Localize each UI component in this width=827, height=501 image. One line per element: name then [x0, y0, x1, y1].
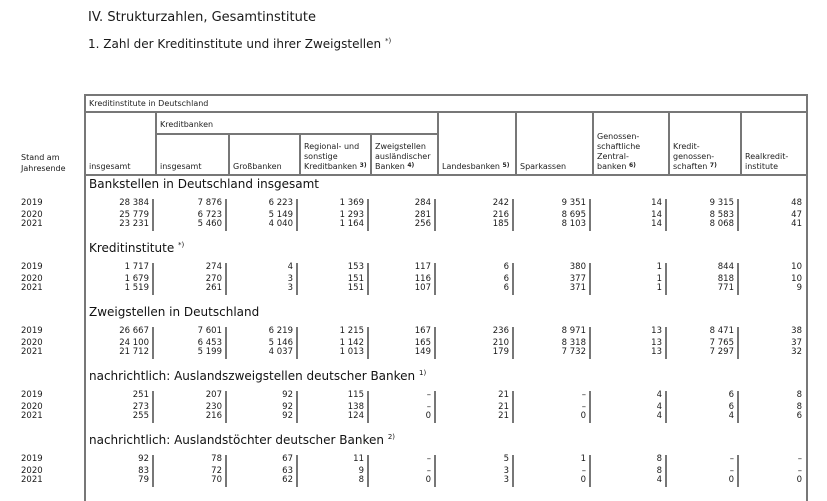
column-header-line: Realkredit- [745, 152, 789, 161]
table-cell: 3 [287, 283, 293, 293]
row-year: 2021 [21, 475, 43, 485]
group-header: Kreditinstitute in Deutschland [89, 99, 209, 108]
table-cell: 4 040 [268, 219, 293, 229]
table-cell: 167 [414, 326, 431, 336]
table-cell: 23 231 [119, 219, 149, 229]
column-separator [589, 263, 591, 295]
table-cell: 1 013 [339, 347, 364, 357]
table-cell: 0 [796, 475, 802, 485]
column-separator [665, 327, 667, 359]
header-col-divider [592, 111, 594, 174]
column-header [375, 142, 430, 172]
column-separator [512, 263, 514, 295]
column-separator [737, 263, 739, 295]
footnote-marker: 7) [709, 162, 717, 169]
table-title-text: 1. Zahl der Kreditinstitute und ihrer Zweigstellen [88, 37, 382, 51]
column-separator [367, 327, 369, 359]
header-col-divider [668, 111, 670, 174]
column-header-line: Kredit- [673, 142, 700, 151]
row-year: 2021 [21, 411, 43, 421]
table-cell: 92 [138, 454, 149, 464]
table-cell: 7 732 [561, 347, 586, 357]
table-cell: 242 [492, 198, 509, 208]
table-cell: 70 [211, 475, 222, 485]
table-cell: – [581, 402, 586, 412]
table-cell: 7 297 [709, 347, 734, 357]
table-cell: 6 219 [268, 326, 293, 336]
table-cell: 72 [211, 466, 222, 476]
table-cell: 8 695 [561, 210, 586, 220]
table-cell: 21 712 [119, 347, 149, 357]
table-cell: – [426, 390, 431, 400]
table-cell: 7 601 [197, 326, 222, 336]
column-separator [225, 327, 227, 359]
column-separator [665, 263, 667, 295]
column-separator [434, 327, 436, 359]
section-title [89, 177, 319, 191]
table-cell: 5 [503, 454, 509, 464]
table-cell: 371 [569, 283, 586, 293]
table-cell: 92 [282, 402, 293, 412]
table-cell: 0 [580, 475, 586, 485]
table-cell: – [426, 454, 431, 464]
section-title [89, 369, 426, 383]
section-title [89, 241, 184, 255]
table-cell: 3 [503, 475, 509, 485]
column-header [745, 152, 788, 172]
table-cell: 165 [414, 338, 431, 348]
table-cell: 13 [651, 338, 662, 348]
column-separator [152, 391, 154, 423]
column-header [520, 162, 566, 172]
column-header-line [442, 162, 509, 172]
table-cell: 0 [425, 475, 431, 485]
table-cell: 4 [287, 262, 293, 272]
header-col-divider [155, 111, 157, 174]
column-header [597, 132, 640, 172]
row-year: 2019 [21, 326, 43, 336]
table-cell: 6 [503, 283, 509, 293]
column-header-line [597, 162, 640, 172]
row-year: 2021 [21, 283, 43, 293]
column-header-line [375, 162, 430, 172]
footnote-marker: 3) [359, 162, 367, 169]
table-cell: 153 [347, 262, 364, 272]
table-cell: 151 [347, 274, 364, 284]
table-cell: 9 [358, 466, 364, 476]
table-cell: 6 [728, 390, 734, 400]
table-cell: 8 [358, 475, 364, 485]
table-cell: 377 [569, 274, 586, 284]
table-cell: 138 [347, 402, 364, 412]
table-cell: 92 [282, 390, 293, 400]
table-cell: 25 779 [119, 210, 149, 220]
row-year: 2020 [21, 210, 43, 220]
table-cell: 78 [211, 454, 222, 464]
table-cell: 6 723 [197, 210, 222, 220]
table-cell: 8 471 [709, 326, 734, 336]
footnote-marker: 2) [387, 433, 395, 441]
stub-header-line-2: Jahresende [21, 164, 66, 173]
stub-header-line-1: Stand am [21, 153, 60, 162]
column-separator [665, 391, 667, 423]
column-separator [512, 199, 514, 231]
table-cell: 151 [347, 283, 364, 293]
table-cell: 1 164 [339, 219, 364, 229]
table-cell: 21 [498, 390, 509, 400]
table-cell: 8 583 [709, 210, 734, 220]
table-title-note: *) [384, 37, 392, 45]
table-cell: 79 [138, 475, 149, 485]
row-year: 2019 [21, 198, 43, 208]
table-cell: 6 [503, 262, 509, 272]
table-cell: 28 384 [119, 198, 149, 208]
table-cell: – [426, 466, 431, 476]
table-cell: – [426, 402, 431, 412]
column-separator [589, 199, 591, 231]
table-cell: 251 [132, 390, 149, 400]
table-cell: 124 [347, 411, 364, 421]
column-header-line: Genossen- [597, 132, 640, 141]
column-header-line: institute [745, 162, 779, 171]
column-separator [434, 263, 436, 295]
table-cell: 216 [205, 411, 222, 421]
table-cell: 13 [651, 347, 662, 357]
column-header-line [304, 162, 367, 172]
table-cell: 1 679 [124, 274, 149, 284]
row-year: 2020 [21, 338, 43, 348]
column-header-line: insgesamt [89, 162, 131, 171]
table-cell: – [581, 466, 586, 476]
column-header-text: Kreditbanken [304, 162, 358, 171]
column-separator [152, 199, 154, 231]
table-cell: 10 [791, 262, 802, 272]
column-header [89, 162, 130, 172]
row-year: 2020 [21, 274, 43, 284]
row-year: 2019 [21, 262, 43, 272]
table-cell: 4 037 [268, 347, 293, 357]
table-cell: 8 [796, 402, 802, 412]
table-cell: 67 [282, 454, 293, 464]
table-cell: 230 [205, 402, 222, 412]
table-cell: 281 [414, 210, 431, 220]
column-separator [589, 455, 591, 487]
header-col-divider [228, 133, 230, 174]
column-header [304, 142, 367, 172]
table-cell: 24 100 [119, 338, 149, 348]
column-header-text: schaften [673, 162, 708, 171]
table-cell: 5 460 [197, 219, 222, 229]
table-cell: 818 [717, 274, 734, 284]
column-separator [152, 263, 154, 295]
table-cell: 6 [728, 402, 734, 412]
table-cell: 117 [414, 262, 431, 272]
table-cell: 1 519 [124, 283, 149, 293]
column-separator [589, 327, 591, 359]
column-separator [737, 199, 739, 231]
table-cell: 207 [205, 390, 222, 400]
header-col-divider [299, 133, 301, 174]
column-separator [665, 455, 667, 487]
column-header-text: banken [597, 162, 627, 171]
section-title-text: nachrichtlich: Auslandstöchter deutscher Banken [89, 433, 384, 447]
table-cell: 7 876 [197, 198, 222, 208]
table-cell: 8 318 [561, 338, 586, 348]
table-cell: 47 [791, 210, 802, 220]
table-cell: 6 223 [268, 198, 293, 208]
column-separator [296, 391, 298, 423]
table-cell: 1 142 [339, 338, 364, 348]
table-cell: 5 149 [268, 210, 293, 220]
section-title-text: Kreditinstitute [89, 241, 175, 255]
table-cell: 771 [717, 283, 734, 293]
table-cell: 10 [791, 274, 802, 284]
table-cell: 844 [717, 262, 734, 272]
table-cell: 1 [656, 274, 662, 284]
column-separator [434, 199, 436, 231]
column-separator [225, 199, 227, 231]
section-title-text: Zweigstellen in Deutschland [89, 305, 260, 319]
header-col-divider [740, 111, 742, 174]
column-header-line: sonstige [304, 152, 338, 161]
table-cell: 380 [569, 262, 586, 272]
column-header-line: Zentral- [597, 152, 629, 161]
footnote-marker: 5) [502, 162, 510, 169]
column-separator [296, 327, 298, 359]
column-separator [296, 455, 298, 487]
column-separator [152, 455, 154, 487]
column-separator [434, 391, 436, 423]
table-cell: 3 [503, 466, 509, 476]
table-cell: 13 [651, 326, 662, 336]
table-cell: 48 [791, 198, 802, 208]
footnote-marker: *) [178, 241, 185, 249]
table-cell: 255 [132, 411, 149, 421]
table-cell: 1 215 [339, 326, 364, 336]
row-year: 2020 [21, 466, 43, 476]
table-cell: 4 [656, 402, 662, 412]
table-title [88, 37, 391, 51]
table-cell: – [729, 454, 734, 464]
footnote-marker: 4) [407, 162, 415, 169]
table-cell: 37 [791, 338, 802, 348]
table-cell: 270 [205, 274, 222, 284]
column-header-line: insgesamt [160, 162, 202, 171]
row-year: 2021 [21, 219, 43, 229]
table-cell: 38 [791, 326, 802, 336]
subgroup-header: Kreditbanken [160, 120, 214, 129]
table-cell: 14 [651, 219, 662, 229]
table-cell: 4 [656, 411, 662, 421]
header-divider [155, 133, 437, 135]
table-cell: 0 [425, 411, 431, 421]
table-cell: 8 [796, 390, 802, 400]
table-cell: 63 [282, 466, 293, 476]
table-cell: 21 [498, 411, 509, 421]
column-header-line: Großbanken [233, 162, 282, 171]
header-divider [84, 111, 808, 113]
table-cell: 7 765 [709, 338, 734, 348]
table-cell: 0 [580, 411, 586, 421]
table-cell: 1 717 [124, 262, 149, 272]
table-cell: 273 [132, 402, 149, 412]
column-separator [665, 199, 667, 231]
column-separator [296, 263, 298, 295]
table-cell: 1 [656, 262, 662, 272]
header-col-divider [370, 133, 372, 174]
table-cell: 1 [580, 454, 586, 464]
column-separator [367, 455, 369, 487]
row-year: 2021 [21, 347, 43, 357]
table-cell: 6 [503, 274, 509, 284]
table-cell: – [797, 454, 802, 464]
table-cell: – [729, 466, 734, 476]
column-separator [512, 455, 514, 487]
table-cell: 5 199 [197, 347, 222, 357]
column-separator [737, 391, 739, 423]
table-cell: 6 453 [197, 338, 222, 348]
table-cell: 8 [656, 466, 662, 476]
table-cell: 32 [791, 347, 802, 357]
column-separator [296, 199, 298, 231]
table-cell: 8 971 [561, 326, 586, 336]
column-header [673, 142, 717, 172]
column-separator [434, 455, 436, 487]
table-cell: 115 [347, 390, 364, 400]
column-separator [512, 327, 514, 359]
column-separator [367, 263, 369, 295]
table-cell: 236 [492, 326, 509, 336]
section-title-text: Bankstellen in Deutschland insgesamt [89, 177, 320, 191]
table-cell: 8 068 [709, 219, 734, 229]
column-header-text: Banken [375, 162, 405, 171]
column-separator [225, 263, 227, 295]
table-cell: 9 [796, 283, 802, 293]
table-cell: 26 667 [119, 326, 149, 336]
section-title-text: nachrichtlich: Auslandszweigstellen deutscher Banken [89, 369, 416, 383]
column-separator [512, 391, 514, 423]
table-cell: 4 [656, 475, 662, 485]
table-cell: – [581, 390, 586, 400]
column-header-line: Sparkassen [520, 162, 567, 171]
section-title [89, 305, 259, 319]
section-title [89, 433, 395, 447]
table-cell: 179 [492, 347, 509, 357]
stub-header [21, 152, 66, 174]
table-cell: 8 103 [561, 219, 586, 229]
table-cell: 210 [492, 338, 509, 348]
table-cell: 1 [656, 283, 662, 293]
table-cell: – [797, 466, 802, 476]
table-cell: 5 146 [268, 338, 293, 348]
table-cell: 11 [353, 454, 364, 464]
column-header-line: Zweigstellen [375, 142, 426, 151]
table-cell: 1 293 [339, 210, 364, 220]
column-separator [737, 455, 739, 487]
column-separator [152, 327, 154, 359]
column-header-line: schaftliche [597, 142, 641, 151]
header-divider [84, 174, 808, 176]
header-col-divider [437, 111, 439, 174]
table-cell: 116 [414, 274, 431, 284]
column-header-text: Landesbanken [442, 162, 500, 171]
column-header-line: genossen- [673, 152, 715, 161]
table-cell: 107 [414, 283, 431, 293]
table-cell: 216 [492, 210, 509, 220]
column-separator [589, 391, 591, 423]
table-cell: 9 315 [709, 198, 734, 208]
column-separator [367, 391, 369, 423]
table-cell: 62 [282, 475, 293, 485]
column-header [442, 162, 509, 172]
column-header-line: ausländischer [375, 152, 431, 161]
table-cell: 0 [728, 475, 734, 485]
table-cell: 14 [651, 210, 662, 220]
column-header [233, 162, 282, 172]
column-header-line: Regional- und [304, 142, 360, 151]
column-header [160, 162, 201, 172]
table-cell: 185 [492, 219, 509, 229]
column-header-line [673, 162, 717, 172]
table-cell: 83 [138, 466, 149, 476]
row-year: 2019 [21, 454, 43, 464]
row-year: 2020 [21, 402, 43, 412]
table-cell: 9 351 [561, 198, 586, 208]
table-cell: 284 [414, 198, 431, 208]
table-cell: 21 [498, 402, 509, 412]
footnote-marker: 1) [418, 369, 427, 377]
table-cell: 6 [796, 411, 802, 421]
table-cell: 261 [205, 283, 222, 293]
footnote-marker: 6) [628, 162, 636, 169]
table-cell: 274 [205, 262, 222, 272]
row-year: 2019 [21, 390, 43, 400]
table-cell: 8 [656, 454, 662, 464]
table-cell: 3 [287, 274, 293, 284]
header-col-divider [515, 111, 517, 174]
column-separator [367, 199, 369, 231]
table-cell: 4 [656, 390, 662, 400]
table-cell: 41 [791, 219, 802, 229]
column-separator [737, 327, 739, 359]
section-heading: IV. Strukturzahlen, Gesamtinstitute [88, 10, 316, 25]
table-cell: 14 [651, 198, 662, 208]
table-cell: 256 [414, 219, 431, 229]
table-cell: 4 [728, 411, 734, 421]
table-cell: 1 369 [339, 198, 364, 208]
column-separator [225, 455, 227, 487]
table-cell: 92 [282, 411, 293, 421]
table-cell: 149 [414, 347, 431, 357]
column-separator [225, 391, 227, 423]
